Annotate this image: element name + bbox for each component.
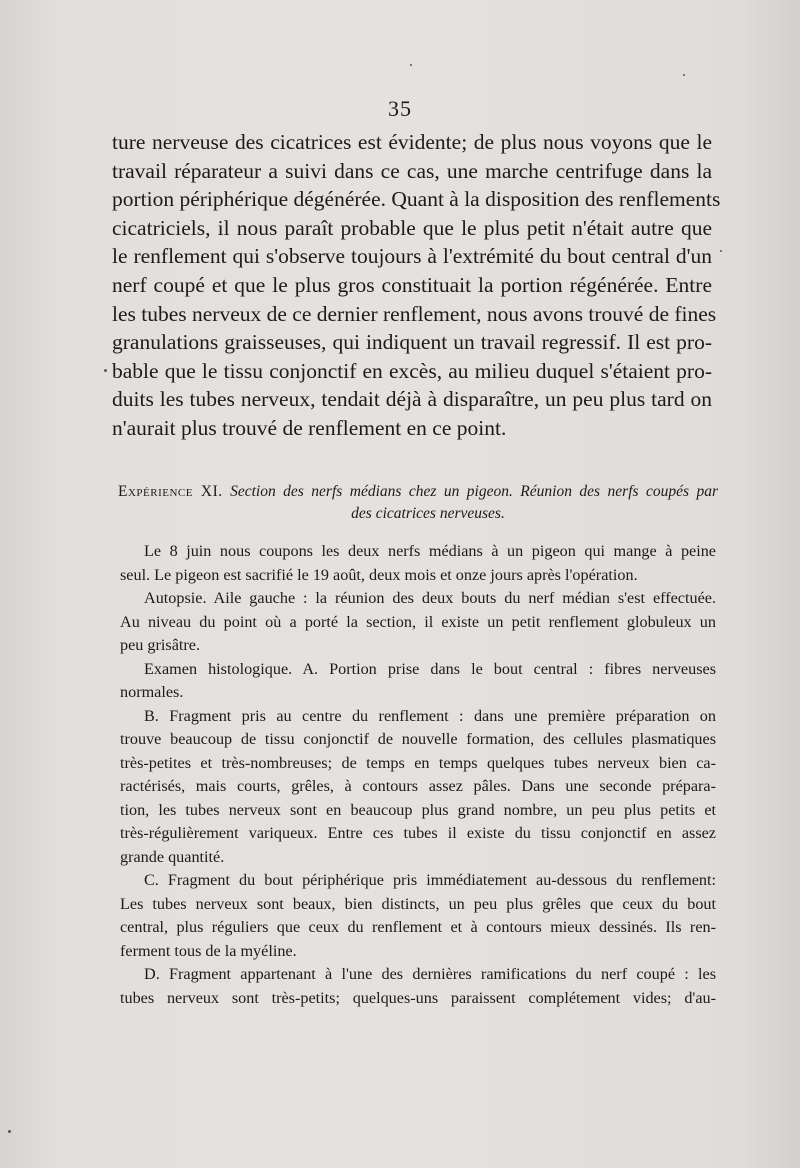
experiment-body	[120, 540, 716, 1010]
body-line: peu grisâtre.	[120, 636, 201, 654]
body-line: ferment tous de la myéline.	[120, 941, 297, 960]
body-line: tion, les tubes nerveux sont en beaucoup plus grand nombre, un peu plus petits et	[120, 800, 716, 819]
page-number: 35	[388, 96, 412, 121]
body-line: Examen histologique. A. Portion prise dans le bout central : fibres nerveuses	[144, 659, 716, 678]
body-line: C. Fragment du bout périphérique pris immédiatement au-dessous du renflement:	[144, 871, 716, 889]
main-paragraph-line: ture nerveuse des cicatrices est évidente; de plus nous voyons que le	[112, 130, 712, 154]
main-paragraph	[112, 128, 721, 443]
paper-speck	[104, 369, 107, 372]
experiment-description-continued: des cicatrices nerveuses.	[351, 505, 505, 522]
body-line: très-petites et très-nombreuses; de temps en temps quelques tubes nerveux bien ca-	[120, 753, 716, 772]
experiment-heading	[118, 481, 718, 525]
main-paragraph-line: portion périphérique dégénérée. Quant à la disposition des renflements	[112, 187, 721, 212]
body-line: grande quantité.	[120, 847, 225, 866]
experiment-description: Section des nerfs médians chez un pigeon. Réunion des nerfs coupés par	[230, 483, 719, 500]
body-line: Les tubes nerveux sont beaux, bien distincts, un peu plus grêles que ceux du bout	[120, 894, 716, 913]
main-paragraph-line: le renflement qui s'observe toujours à l'extrémité du bout central d'un	[112, 244, 712, 269]
experiment-heading-line-1	[118, 481, 718, 503]
main-paragraph-line: n'aurait plus trouvé de renflement en ce point.	[112, 415, 507, 440]
main-paragraph-line: les tubes nerveux de ce dernier renflement, nous avons trouvé de fines	[112, 301, 717, 326]
body-line: Autopsie. Aile gauche : la réunion des deux bouts du nerf médian s'est effectuée.	[144, 589, 716, 607]
main-paragraph-line: bable que le tissu conjonctif en excès, au milieu duquel s'étaient pro-	[112, 358, 712, 383]
main-paragraph-line: nerf coupé et que le plus gros constituait la portion régénérée. Entre	[112, 272, 712, 297]
main-paragraph-line: travail réparateur a suivi dans ce cas, une marche centrifuge dans la	[112, 158, 712, 183]
body-line: D. Fragment appartenant à l'une des dernières ramifications du nerf coupé : les	[144, 965, 716, 983]
body-line: très-régulièrement variqueux. Entre ces tubes il existe du tissu conjonctif en assez	[120, 824, 716, 842]
body-line: normales.	[120, 683, 184, 701]
body-line: tubes nerveux sont très-petits; quelques-uns paraissent complétement vides; d'au-	[120, 988, 716, 1007]
paper-speck	[720, 250, 722, 252]
paper-speck	[683, 74, 685, 76]
experiment-title: Expérience XI.	[118, 483, 223, 500]
main-paragraph-line: granulations graisseuses, qui indiquent un travail regressif. Il est pro-	[112, 330, 712, 355]
body-line: trouve beaucoup de tissu conjonctif de nouvelle formation, des cellules plasmatiques	[120, 730, 716, 748]
main-paragraph-line: cicatriciels, il nous paraît probable que le plus petit n'était autre que	[112, 215, 712, 240]
body-line: Le 8 juin nous coupons les deux nerfs médians à un pigeon qui mange à peine	[144, 542, 716, 560]
body-line: seul. Le pigeon est sacrifié le 19 août, deux mois et onze jours après l'opération.	[120, 565, 638, 584]
body-line: Au niveau du point où a porté la section, il existe un petit renflement globuleux un	[120, 612, 716, 631]
main-paragraph-line: duits les tubes nerveux, tendait déjà à disparaître, un peu plus tard on	[112, 387, 712, 412]
body-line: central, plus réguliers que ceux du renflement et à contours mieux dessinés. Ils ren-	[120, 918, 716, 936]
body-line: ractérisés, mais courts, grêles, à contours assez pâles. Dans une seconde prépara-	[120, 777, 716, 795]
paper-speck	[410, 64, 412, 66]
body-line: B. Fragment pris au centre du renflement : dans une première préparation on	[144, 706, 716, 725]
paper-speck	[8, 1130, 11, 1133]
